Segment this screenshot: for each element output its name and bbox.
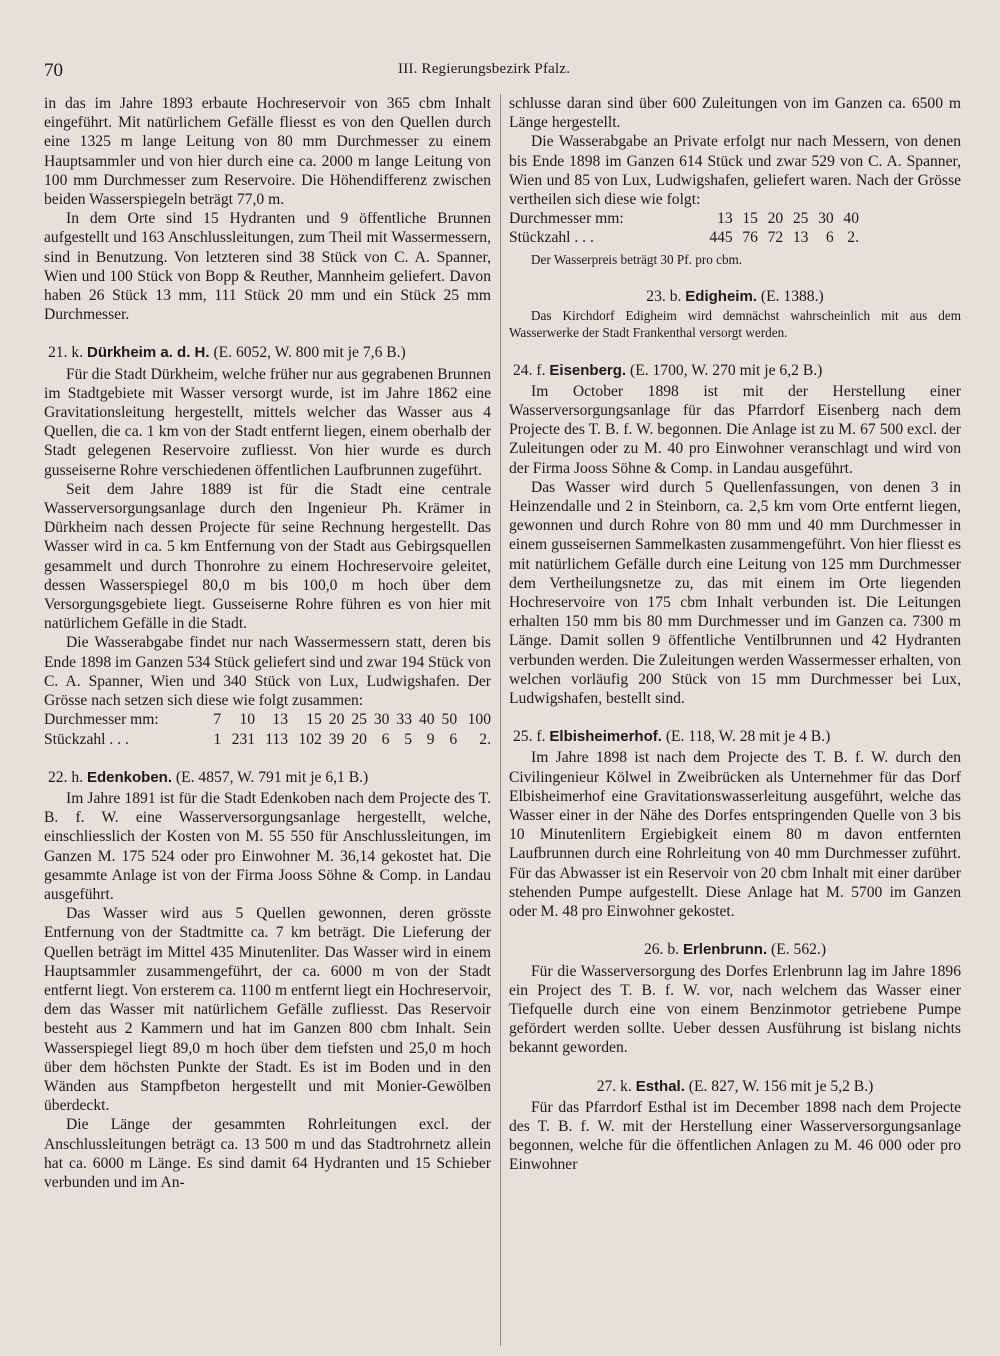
section-heading-eisenberg xyxy=(509,361,961,380)
section-number: 26. b. xyxy=(643,941,680,959)
section-number: 21. k. xyxy=(48,344,84,362)
section-meta: (E. 4857, W. 791 mit je 6,1 B.) xyxy=(175,768,369,786)
section-meta: (E. 562.) xyxy=(771,941,827,959)
table-cell: 1 xyxy=(213,730,222,748)
section-heading-dürkheim xyxy=(44,343,491,362)
table-cell: 7 xyxy=(213,711,222,729)
paragraph: Die Wasserabgabe findet nur nach Wassermessern statt, deren bis Ende 1898 im Ganzen 534 Stück geliefert sind und zwar 194 Stück von C. A. Spanner, Wien und 340 Stück von Lux, Ludwigshafen. Der Grösse nach setzen sich diese wie folgt zusammen: xyxy=(44,634,491,710)
meter-size-table xyxy=(509,209,859,247)
table-cell: 10 xyxy=(239,711,256,729)
paragraph: Seit dem Jahre 1889 ist für die Stadt eine centrale Wasserversorgungsanlage durch den Ingenieur Ph. Krämer in Dürkheim nach dessen Projecte für seine Rechnung hergestellt. Das Wasser wird in ca. 5 km Entfernung von der Stadt aus Gebirgsquellen gesammelt und durch Thonrohre zu einem Hochreservoire geleitet, dessen Wasserspiegel 80,0 m bis 100,0 m hoch über dem Versorgungsgebiete liegt. Gusseiserne Rohre führen es von hier mit natürlichem Gefälle in die Stadt. xyxy=(44,480,491,633)
section-heading-esthal xyxy=(509,1077,961,1096)
table-cell: 39 xyxy=(328,730,345,748)
running-head: III. Regierungsbezirk Pfalz. xyxy=(398,61,571,77)
section-meta: (E. 1700, W. 270 mit je 6,2 B.) xyxy=(630,361,823,379)
paragraph: In dem Orte sind 15 Hydranten und 9 öffentliche Brunnen aufgestellt und 163 Anschlussleitungen, zum Theil mit Wassermessern, sind in Benutzung. Von letzteren sind 38 Stück von C. A. Spanner, Wien und 100 Stück von Bopp & Reuther, Mannheim geliefert. Davon haben 26 Stück 13 mm, 111 Stück 20 mm und ein Stück 25 mm Durchmesser. xyxy=(44,210,491,324)
table-cell: 40 xyxy=(843,210,859,228)
table-cell: 25 xyxy=(792,210,809,228)
price-note: Der Wasserpreis beträgt 30 Pf. pro cbm. xyxy=(531,251,743,267)
row-label: Stückzahl . . . xyxy=(509,229,594,247)
page-header xyxy=(0,56,1000,90)
section-number: 23. b. xyxy=(646,288,682,306)
place-name: Eisenberg. xyxy=(549,361,627,379)
paragraph: Die Länge der gesammten Rohrleitungen excl. der Anschlussleitungen beträgt ca. 13 500 m und das Stadtrohrnetz allein hat ca. 6000 m Länge. Es sind damit 64 Hydranten und 15 Schieber verbunden und im An- xyxy=(44,1116,491,1191)
table-cell: 25 xyxy=(351,711,367,729)
paragraph: Im Jahre 1898 ist nach dem Projecte des T. B. f. W. durch den Civilingenieur Kölwel in Zweibrücken als Unternehmer für das Dorf Elbisheimerhof eine Gravitationswasserleitung ausgeführt, welche das Wasser einer in der Nähe des Dorfes entspringenden Quelle von 3 bis 10 Minutenlitern Ergiebigkeit einem 80 m davon entfernten Laufbrunnen durch eine Rohrleitung von 40 mm Durchmesser zuführt. Für das Abwasser ist ein Reservoir von 20 cbm Inhalt mit einer darüber stehenden Pumpe aufgestellt. Diese Anlage hat M. 5700 im Ganzen oder M. 48 pro Einwohner gekostet. xyxy=(509,749,961,921)
table-cell: 30 xyxy=(373,711,390,729)
row-label: Stückzahl . . . xyxy=(44,730,129,748)
column-divider xyxy=(500,94,501,1346)
right-column xyxy=(509,94,961,1175)
table-cell: 13 xyxy=(792,229,809,247)
section-heading-erlenbrunn xyxy=(509,940,961,959)
table-cell: 76 xyxy=(742,229,758,247)
table-cell: 20 xyxy=(767,210,784,228)
section-number: 22. h. xyxy=(48,768,84,786)
table-cell: 13 xyxy=(717,210,733,228)
section-meta: (E. 827, W. 156 mit je 5,2 B.) xyxy=(688,1077,874,1095)
section-meta: (E. 118, W. 28 mit je 4 B.) xyxy=(665,728,831,746)
table-cell: 20 xyxy=(328,711,345,729)
table-cell: 20 xyxy=(351,730,367,748)
place-name: Elbisheimerhof. xyxy=(549,728,662,746)
table-cell: 100 xyxy=(467,711,491,729)
table-cell: 72 xyxy=(767,229,784,247)
paragraph: Die Wasserabgabe an Private erfolgt nur nach Messern, von denen bis Ende 1898 im Ganzen 614 Stück und zwar 529 von C. A. Spanner, Wien und 85 von Lux, Ludwigshafen, geliefert waren. Nach der Grösse vertheilen sich diese wie folgt: xyxy=(509,133,961,209)
table-cell: 2. xyxy=(847,229,859,247)
table-cell: 6 xyxy=(381,730,390,748)
meter-size-table xyxy=(44,710,491,748)
table-cell: 6 xyxy=(449,730,458,748)
table-cell: 113 xyxy=(265,730,289,748)
section-heading-elbisheimerhof xyxy=(509,727,961,746)
table-cell: 5 xyxy=(404,730,413,748)
section-meta: (E. 1388.) xyxy=(760,288,824,306)
table-cell: 40 xyxy=(418,711,435,729)
table-cell: 13 xyxy=(272,711,289,729)
paragraph: Das Kirchdorf Edigheim wird demnächst wahrscheinlich mit aus dem Wasserwerke der Stadt Frankenthal versorgt werden. xyxy=(509,308,961,341)
table-cell: 15 xyxy=(306,711,322,729)
table-cell: 9 xyxy=(426,730,435,748)
table-row xyxy=(509,209,859,228)
place-name: Erlenbrunn. xyxy=(682,941,768,959)
table-row xyxy=(44,730,491,749)
row-label: Durchmesser mm: xyxy=(44,711,159,729)
section-number: 25. f. xyxy=(513,728,546,746)
table-cell: 30 xyxy=(818,210,834,228)
left-column xyxy=(44,94,491,1192)
table-cell: 231 xyxy=(231,730,256,748)
paragraph: schlusse daran sind über 600 Zuleitungen von im Ganzen ca. 6500 m Länge hergestellt. xyxy=(509,95,961,132)
table-cell: 2. xyxy=(479,730,491,748)
section-meta: (E. 6052, W. 800 mit je 7,6 B.) xyxy=(213,344,406,362)
section-number: 27. k. xyxy=(596,1077,632,1095)
section-heading-edigheim xyxy=(509,287,961,306)
row-label: Durchmesser mm: xyxy=(509,210,624,228)
table-row xyxy=(44,710,491,729)
table-cell: 33 xyxy=(396,711,413,729)
place-name: Dürkheim a. d. H. xyxy=(87,344,210,362)
paragraph: Für die Stadt Dürkheim, welche früher nur aus gegrabenen Brunnen im Stadtgebiete mit Wasser versorgt wurde, ist im Jahre 1862 eine Gravitationsleitung hergestellt, mittels welcher das Wasser aus 4 Quellen, die ca. 1 km von der Stadt entfernt liegen, einem oberhalb der Stadt gelegenen Reservoire zufliesst. Von hier wurde es durch gusseiserne Rohre verschiedenen öffentlichen Laufbrunnen zugeführt. xyxy=(44,365,491,479)
section-number: 24. f. xyxy=(513,361,546,379)
paragraph: Für das Pfarrdorf Esthal ist im December 1898 nach dem Projecte des T. B. f. W. mit der Herstellung einer Wasserversorgungsanlage begonnen, welche für die öffentlichen Anlagen zu M. 46 000 oder pro Einwohner xyxy=(509,1098,961,1174)
paragraph: Im October 1898 ist mit der Herstellung einer Wasserversorgungsanlage für das Pfarrdorf Eisenberg nach dem Projecte des T. B. f. W. begonnen. Die Anlage ist zu M. 67 500 excl. der Zuleitungen oder zu M. 40 pro Einwohner veranschlagt und wird von der Firma Jooss Söhne & Comp. in Landau ausgeführt. xyxy=(509,382,961,477)
table-cell: 102 xyxy=(298,730,322,748)
table-row xyxy=(509,228,859,247)
paragraph: Das Wasser wird durch 5 Quellenfassungen, von denen 3 in Heinzendalle und 2 in Steinborn, ca. 2,5 km vom Orte entfernt liegen, gewonnen und durch Rohre von 80 mm und 40 mm Durchmesser in einem gusseisernen Sammelkasten zusammengeführt. Von hier fliesst es mit natürlichem Gefälle durch eine Leitung von 125 mm Durchmesser dem Vertheilungsnetze zu, das mit einem im Orte liegenden Hochreservoire von 175 cbm Inhalt verbunden ist. Die Leitungen erhalten 150 mm bis 80 mm Durchmesser und im Ganzen ca. 7300 m Länge. Damit sollen 9 öffentliche Ventilbrunnen und 42 Hydranten verbunden werden. Die Zuleitungen werden Wassermesser erhalten, von welchen vorläufig 200 Stück von 15 mm Durchmesser bei Lux, Ludwigshafen, bestellt sind. xyxy=(509,478,961,708)
table-cell: 50 xyxy=(441,711,458,729)
place-name: Edenkoben. xyxy=(87,768,173,786)
place-name: Edigheim. xyxy=(685,288,757,306)
place-name: Esthal. xyxy=(635,1077,685,1095)
table-cell: 445 xyxy=(709,229,733,247)
section-heading-edenkoben xyxy=(44,768,491,787)
table-cell: 15 xyxy=(742,210,758,228)
paragraph: Im Jahre 1891 ist für die Stadt Edenkoben nach dem Projecte des T. B. f. W. eine Wasserversorgungsanlage hergestellt, welche, einschliesslich der Kosten von M. 55 550 für Anschlussleitungen, im Ganzen M. 175 524 oder pro Einwohner M. 36,14 gekostet hat. Die gesammte Anlage ist von der Firma Jooss Söhne & Comp. in Landau ausgeführt. xyxy=(44,789,491,903)
table-cell: 6 xyxy=(825,229,834,247)
paragraph: Das Wasser wird aus 5 Quellen gewonnen, deren grösste Entfernung von der Stadtmitte ca. 7 km beträgt. Die Lieferung der Quellen beträgt im Mittel 435 Minutenliter. Das Wasser wird in einem Hauptsammler zusammengeführt, der ca. 6000 m von der Stadt entfernt liegt. Von ersterem ca. 1100 m entfernt liegt ein Hochreservoir, dem das Wasser mit natürlichem Gefälle zufliesst. Das Reservoir besteht aus 2 Kammern und hat im Ganzen 800 cbm Inhalt. Sein Wasserspiegel liegt 89,0 m hoch über dem tiefsten und 25,0 m hoch über dem höchsten Punkte der Stadt. Es ist im Boden und in den Wänden aus Stampfbeton hergestellt und mit Monier-Gewölben überdeckt. xyxy=(44,905,491,1115)
paragraph: Für die Wasserversorgung des Dorfes Erlenbrunn lag im Jahre 1896 ein Project des T. B. f. W. vor, nach welchem das Wasser einer Tiefquelle durch eine von einem Benzinmotor getriebene Pumpe gefördert werden sollte. Ueber dessen Ausführung ist bislang nichts bekannt geworden. xyxy=(509,962,961,1057)
paragraph: in das im Jahre 1893 erbaute Hochreservoir von 365 cbm Inhalt eingeführt. Mit natürlichem Gefälle fliesst es von den Quellen durch eine 1325 m lange Leitung von 80 mm Durchmesser zu einem Hauptsammler und von hier durch eine ca. 2000 m lange Leitung von 100 mm Durchmesser zum Reservoire. Die Höhendifferenz zwischen beiden Wasserspiegeln beträgt 77,0 m. xyxy=(44,95,491,209)
page-number: 70 xyxy=(44,60,63,81)
